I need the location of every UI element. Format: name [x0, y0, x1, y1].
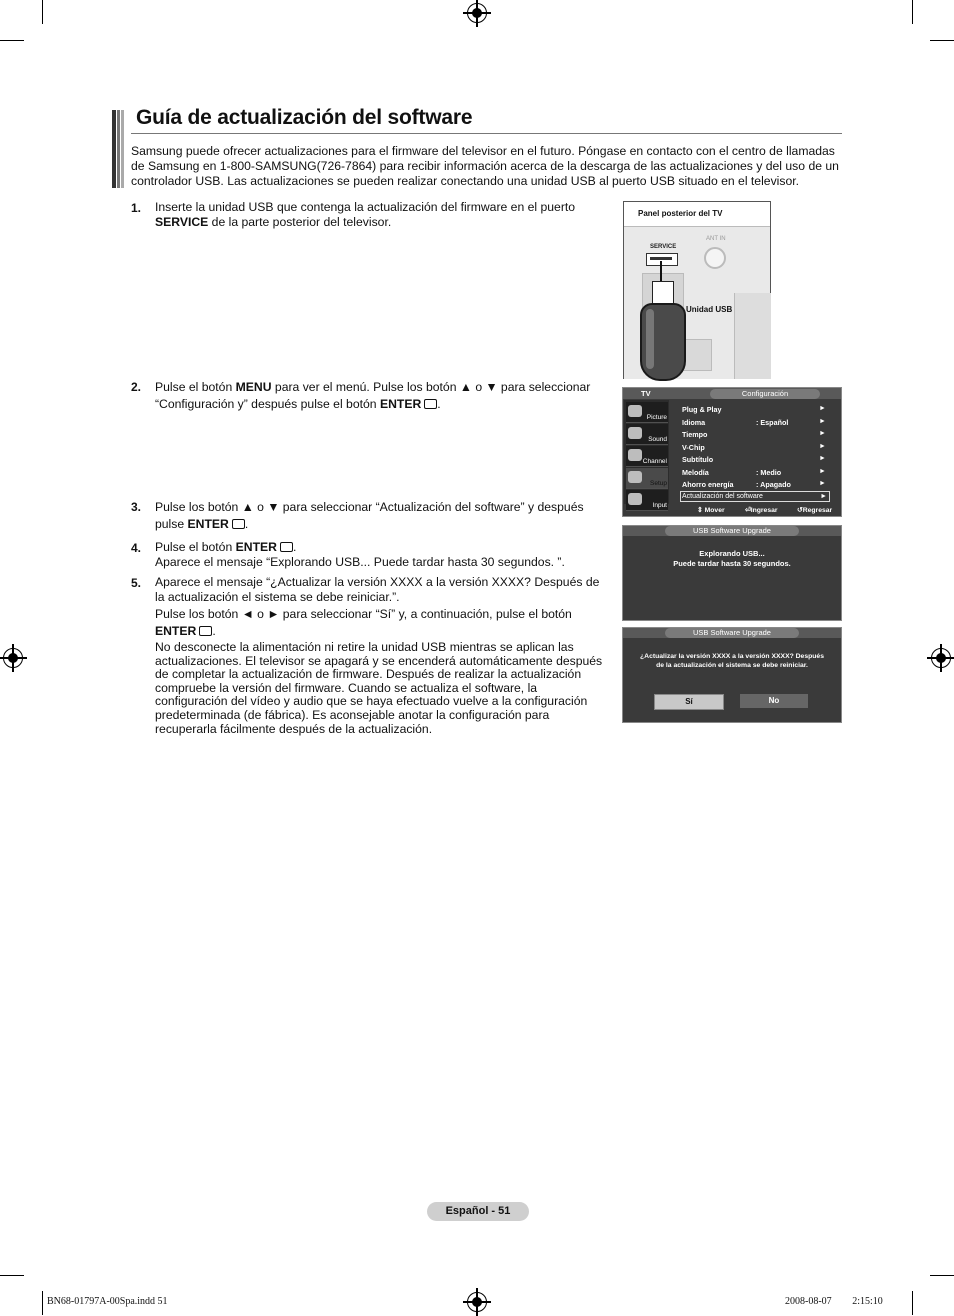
menu-item-label[interactable]: V-Chip — [682, 443, 705, 452]
ant-in-label: ANT IN — [706, 236, 726, 242]
step-3-text: Pulse los botón ▲ o ▼ para seleccionar “Actualización del software” y después pulse ENTER . — [155, 500, 584, 531]
no-button[interactable]: No — [740, 694, 808, 708]
channel-category[interactable]: Channel — [626, 446, 668, 467]
menu-item-value: : Español — [756, 418, 789, 427]
arrow-right-icon: ► — [820, 493, 827, 500]
step-number: 3. — [131, 500, 142, 514]
menu-item-label[interactable]: Tiempo — [682, 430, 708, 439]
registration-mark-icon — [467, 1292, 487, 1312]
menu-item-selected[interactable]: Actualización del software ► — [680, 491, 830, 502]
footer-file-name: BN68-01797A-00Spa.indd 51 — [47, 1296, 168, 1307]
picture-icon — [628, 405, 642, 417]
intro-paragraph: Samsung puede ofrecer actualizaciones para el firmware del televisor en el futuro. Póngase en contacto con el centro de llamadas de Samsung en 1-800-SAMSUNG(726-7864) para recibir información acerca de la descarga de las actualizaciones y del uso de un controlador USB. Las actualizaciones se pueden realizar conectando una unidad USB al puerto USB situado en el televisor. — [131, 144, 839, 188]
step-number: 5. — [131, 576, 142, 590]
sound-icon — [628, 427, 642, 439]
scan-message-line1: Explorando USB... — [699, 549, 765, 558]
sound-category[interactable]: Sound — [626, 424, 668, 445]
input-icon — [628, 493, 642, 505]
service-label: SERVICE — [650, 244, 677, 250]
tv-label: TV — [641, 389, 651, 398]
move-hint: ⇕ Mover — [697, 507, 725, 514]
arrow-right-icon: ► — [819, 418, 826, 425]
menu-item-label[interactable]: Ahorro energía — [682, 480, 734, 489]
antenna-jack-icon — [704, 247, 726, 269]
usb-port-icon — [646, 253, 678, 266]
picture-category[interactable]: Picture — [626, 402, 668, 423]
menu-categories — [624, 400, 669, 509]
arrow-right-icon: ► — [819, 480, 826, 487]
step-number: 4. — [131, 541, 142, 555]
step-1-text: Inserte la unidad USB que contenga la actualización del firmware en el puerto SERVICE de la parte posterior del televisor. — [155, 200, 576, 229]
page-number: Español - 51 — [427, 1202, 529, 1221]
return-hint: ↺Regresar — [797, 507, 833, 514]
step-2-text: Pulse el botón MENU para ver el menú. Pulse los botón ▲ o ▼ para seleccionar “Configuración y” después pulse el botón ENTER . — [155, 380, 591, 411]
tv-rear-panel-diagram — [623, 201, 771, 379]
page-title: Guía de actualización del software — [136, 106, 473, 129]
scan-message-line2: Puede tardar hasta 30 segundos. — [673, 559, 791, 568]
footer-date: 2008-08-07 ￿￿ 2:15:10 — [785, 1296, 883, 1307]
menu-header: Configuración — [710, 389, 820, 399]
step-number: 2. — [131, 380, 142, 394]
arrow-right-icon: ► — [819, 405, 826, 412]
yes-button[interactable]: Sí — [654, 694, 724, 710]
menu-item-label[interactable]: Melodía — [682, 468, 709, 477]
registration-mark-icon — [467, 3, 487, 23]
enter-icon — [199, 626, 212, 636]
usb-plug-icon — [652, 281, 674, 305]
upgrade-header: USB Software Upgrade — [665, 526, 799, 536]
arrow-right-icon: ► — [819, 443, 826, 450]
title-accent-bar — [112, 110, 126, 188]
usb-drive-label: Unidad USB — [686, 305, 733, 314]
step-number: 1. — [131, 201, 142, 215]
registration-mark-icon — [3, 648, 23, 668]
enter-icon — [280, 542, 293, 552]
menu-item-label[interactable]: Plug & Play — [682, 405, 722, 414]
confirm-message-line2: de la actualización el sistema se debe reiniciar. — [656, 662, 808, 669]
enter-icon — [424, 399, 437, 409]
step-4-text: Pulse el botón ENTER . Aparece el mensaje “Explorando USB... Puede tardar hasta 30 segundos. ”. — [155, 540, 565, 569]
panel-title: Panel posterior del TV — [638, 209, 723, 218]
menu-item-label[interactable]: Idioma — [682, 418, 706, 427]
setup-category[interactable]: Setup — [626, 468, 668, 489]
pointer-line — [660, 261, 662, 281]
enter-hint: ⏎Ingresar — [745, 507, 778, 514]
arrow-right-icon: ► — [819, 468, 826, 475]
title-rule — [131, 133, 842, 134]
setup-menu-screen — [622, 387, 842, 517]
menu-item-value: : Apagado — [756, 480, 791, 489]
usb-drive-icon — [640, 303, 686, 381]
confirm-message-line1: ¿Actualizar la versión XXXX a la versión XXXX? Después — [640, 653, 824, 660]
enter-icon — [232, 519, 245, 529]
input-category[interactable]: Input — [626, 490, 668, 511]
upgrade-header: USB Software Upgrade — [665, 628, 799, 638]
arrow-right-icon: ► — [819, 455, 826, 462]
registration-mark-icon — [931, 648, 951, 668]
upgrade-confirm-screen — [622, 627, 842, 723]
usb-scan-screen — [622, 525, 842, 621]
setup-gear-icon — [628, 471, 642, 483]
channel-icon — [628, 449, 642, 461]
warning-note: No desconecte la alimentación ni retire la unidad USB mientras se aplican las actualizaciones. El televisor se apagará y se encenderá automáticamente después de completar la actualización de firmware. Después de realizar la actualización compruebe la versión del firmware. Cuando se actualiza el software, la configuración del vídeo y audio que se haya efectuado vuelve a la configuración predeterminada (de fábrica). Es aconsejable anotar la configuración para recuperarla fácilmente después de la actualización. — [155, 640, 603, 736]
menu-item-label[interactable]: Subtítulo — [682, 455, 714, 464]
arrow-right-icon: ► — [819, 430, 826, 437]
menu-item-value: : Medio — [756, 468, 782, 477]
step-5-text: Aparece el mensaje “¿Actualizar la versión XXXX a la versión XXXX? Después de la actualización el sistema se debe reiniciar.”. Pulse los botón ◄ o ► para seleccionar “Sí” y, a continuación, pulse el botón ENTER . — [155, 575, 600, 638]
panel-back — [624, 226, 770, 379]
